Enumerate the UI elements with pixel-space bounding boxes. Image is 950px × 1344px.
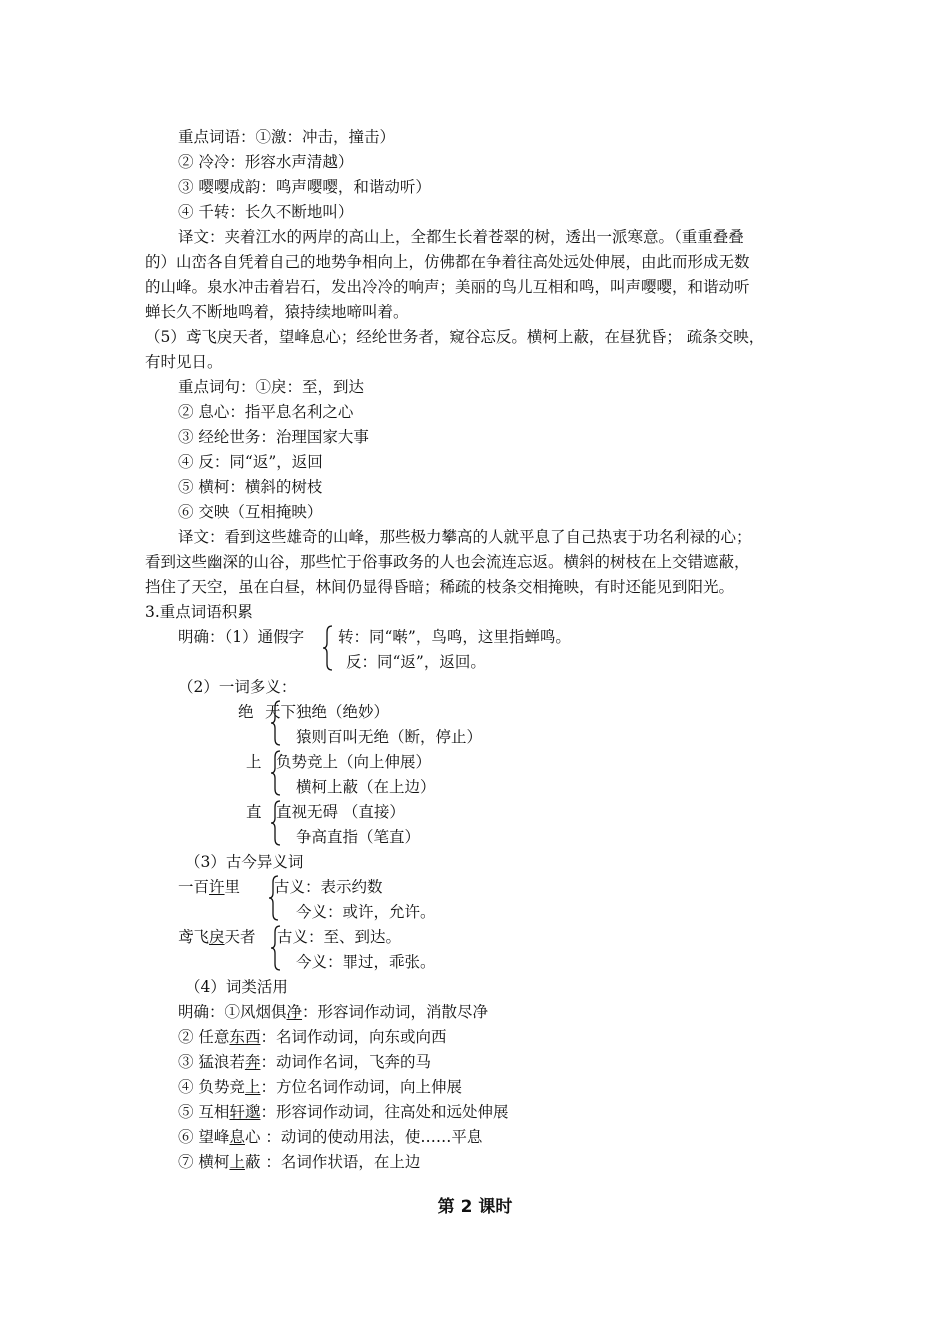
key-word-item: ④ 千转：长久不断地叫） [178,203,354,221]
cilei-item: ③ 猛浪若奔：动词作名词，飞奔的马 [178,1053,431,1071]
polysemy-line: 横柯上蔽（在上边） [296,778,436,796]
cilei-item: ④ 负势竞上：方位名词作动词，向上伸展 [178,1078,462,1096]
gujin-phrase: 一百许里 [178,878,241,896]
polysemy-title: （2）一词多义： [178,678,297,696]
key-phrase-item: ⑥ 交映（互相掩映） [178,503,323,521]
key-phrases-heading: 重点词句：①戾：至，到达 [178,378,365,396]
key-phrase-item: ③ 经纶世务：治理国家大事 [178,428,369,446]
polysemy-line: 天下独绝（绝妙） [265,703,390,721]
passage-line: （5）鸢飞戾天者，望峰息心；经纶世务者，窥谷忘反。横柯上蔽，在昼犹昏； 疏条交映， [145,328,765,346]
polysemy-line: 直视无碍 （直接） [276,803,405,821]
gujin-line: 今义：或许，允许。 [296,903,436,921]
key-phrase-item: ⑤ 横柯：横斜的树枝 [178,478,323,496]
key-word-item: ② 冷冷：形容水声清越） [178,153,354,171]
tongjia-prefix: 明确：（1）通假字 [178,628,305,646]
translation-line: 看到这些幽深的山谷，那些忙于俗事政务的人也会流连忘返。横斜的树枝在上交错遮蔽， [145,553,750,571]
key-word-item: ③ 嘤嘤成韵：鸣声嘤嘤，和谐动听） [178,178,431,196]
gujin-title: （3）古今异义词 [185,853,304,871]
polysemy-word: 上 [246,753,262,771]
polysemy-word: 绝 [238,703,254,721]
gujin-phrase: 鸢飞戾天者 [178,928,256,946]
passage-line: 有时见日。 [145,353,223,371]
translation-line: 译文：夹着江水的两岸的高山上，全都生长着苍翠的树，透出一派寒意。（重重叠叠 [178,228,744,246]
polysemy-line: 猿则百叫无绝（断，停止） [296,728,483,746]
cilei-title: （4）词类活用 [185,978,288,996]
tongjia-line: 反：同“返”，返回。 [346,653,486,671]
gujin-line: 今义：罪过，乖张。 [296,953,436,971]
brace-icon [322,625,336,671]
cilei-item: ② 任意东西：名词作动词，向东或向西 [178,1028,447,1046]
cilei-item: ⑥ 望峰息心 ：动词的使动用法，使……平息 [178,1128,483,1146]
translation-line: 的）山峦各自凭着自己的地势争相向上，仿佛都在争着往高处远处伸展，由此而形成无数 [145,253,750,271]
translation-line: 蝉长久不断地鸣着，猿持续地啼叫着。 [145,303,409,321]
cilei-item: 明确：①风烟俱净：形容词作动词，消散尽净 [178,1003,489,1021]
polysemy-line: 争高直指（笔直） [296,828,421,846]
lesson-heading: 第 2 课时 [437,1197,513,1217]
polysemy-word: 直 [246,803,262,821]
polysemy-line: 负势竞上（向上伸展） [276,753,432,771]
gujin-line: 古义：至、到达。 [277,928,402,946]
cilei-item: ⑦ 横柯上蔽 ：名词作状语，在上边 [178,1153,421,1171]
translation-line: 译文：看到这些雄奇的山峰，那些极力攀高的人就平息了自己热衷于功名利禄的心； [178,528,752,546]
cilei-item: ⑤ 互相轩邈：形容词作动词，往高处和远处伸展 [178,1103,509,1121]
tongjia-line: 转：同“啭”，鸟鸣，这里指蝉鸣。 [338,628,571,646]
key-words-heading: 重点词语：①激：冲击，撞击） [178,128,396,146]
gujin-line: 古义：表示约数 [274,878,383,896]
section-title: 3.重点词语积累 [145,603,253,621]
key-phrase-item: ② 息心：指平息名利之心 [178,403,354,421]
key-phrase-item: ④ 反：同“返”，返回 [178,453,323,471]
translation-line: 的山峰。泉水冲击着岩石，发出冷冷的响声；美丽的鸟儿互相和鸣，叫声嘤嘤，和谐动听 [145,278,750,296]
translation-line: 挡住了天空，虽在白昼，林间仍显得昏暗；稀疏的枝条交相掩映，有时还能见到阳光。 [145,578,735,596]
